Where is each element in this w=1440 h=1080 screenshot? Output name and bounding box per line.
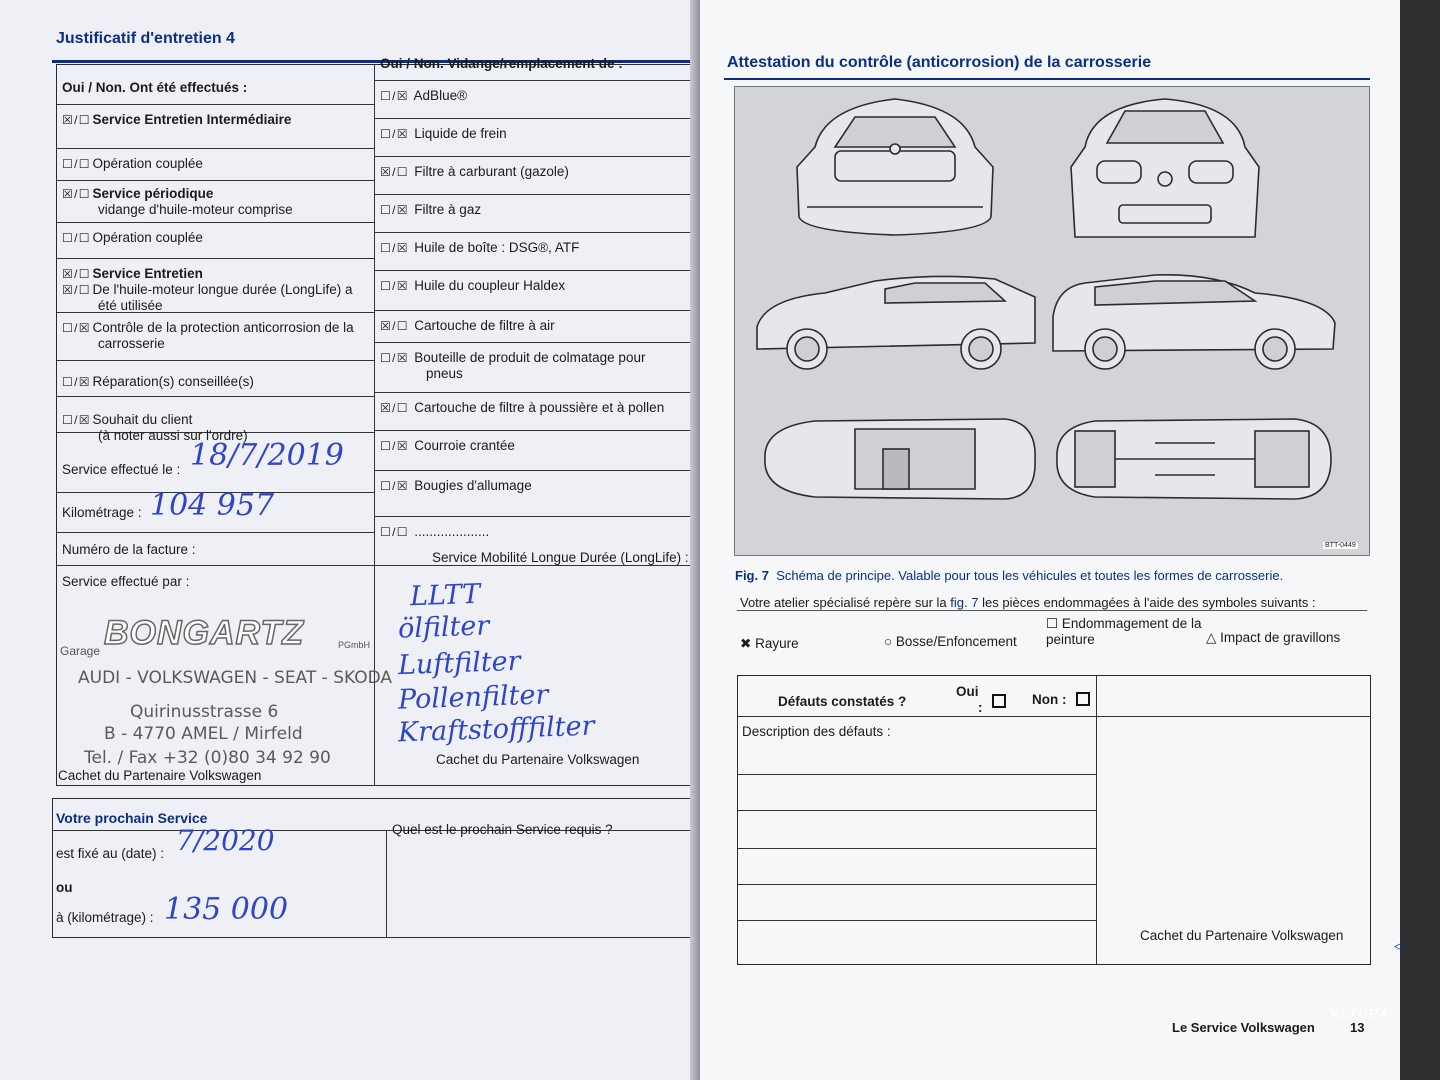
garage-logo	[60, 610, 370, 670]
logo-prefix: Garage	[60, 644, 101, 658]
km-label: Kilométrage :	[62, 505, 142, 520]
item-label: Huile du coupleur Haldex	[414, 278, 566, 293]
item-label: Courroie crantée	[414, 438, 515, 453]
row-rule	[57, 532, 374, 533]
damage-symbol	[740, 636, 799, 652]
row-rule	[57, 360, 374, 361]
car-diagram-svg	[735, 87, 1371, 557]
left-list-item	[62, 320, 372, 352]
yes-no-checkbox[interactable]: ☐ / ☒	[380, 127, 407, 141]
car-rear-view	[797, 99, 993, 235]
row-rule	[375, 310, 702, 311]
left-list-item	[62, 282, 372, 314]
right-list-item	[380, 478, 700, 494]
partner-stamp-label-left: Cachet du Partenaire Volkswagen	[58, 768, 262, 783]
stamp-brands: AUDI - VOLKSWAGEN - SEAT - SKODA	[78, 668, 393, 688]
no-label: Non :	[1032, 692, 1067, 707]
item-label: Bouteille de produit de colmatage pour	[414, 350, 646, 365]
row-rule	[57, 396, 374, 397]
background-surface	[1400, 0, 1440, 1080]
defects-question: Défauts constatés ?	[778, 694, 907, 709]
stamp-phone: Tel. / Fax +32 (0)80 34 92 90	[84, 748, 331, 768]
next-date-value: 7/2020	[176, 824, 275, 857]
handwritten-note: Luftfilter	[397, 645, 522, 682]
row-rule	[57, 222, 374, 223]
car-diagram	[734, 86, 1370, 556]
left-page	[0, 0, 700, 1080]
car-side-sedan	[757, 276, 1035, 369]
item-label: Opération couplée	[92, 230, 203, 245]
car-side-hatch	[1053, 275, 1335, 369]
done-by-label: Service effectué par :	[62, 574, 190, 589]
item-label: Souhait du client	[92, 412, 193, 427]
yes-no-checkbox[interactable]: ☐ / ☒	[380, 89, 407, 103]
handwritten-note: Kraftstofffilter	[397, 710, 595, 749]
column-divider	[1096, 676, 1097, 964]
item-label: Service Entretien	[92, 266, 203, 281]
row-rule	[375, 342, 702, 343]
item-label: Bougies d'allumage	[414, 478, 532, 493]
yes-no-checkbox[interactable]: ☐ / ☒	[380, 439, 407, 453]
row-rule	[375, 118, 702, 119]
row-rule	[738, 774, 1096, 775]
damage-symbol	[884, 634, 1017, 649]
row-rule	[738, 920, 1096, 921]
right-page-title: Attestation du contrôle (anticorrosion) de la carrosserie	[727, 54, 1152, 71]
item-label: Cartouche de filtre à air	[414, 318, 555, 333]
handwritten-note: Pollenfilter	[397, 679, 549, 716]
invoice-label: Numéro de la facture :	[62, 542, 196, 557]
watermark-logo: VETURA	[1330, 1006, 1390, 1021]
row-rule	[738, 716, 1370, 717]
item-label: De l'huile-moteur longue durée (LongLife) a	[92, 282, 353, 297]
yes-colon: :	[978, 700, 983, 715]
service-date-label: Service effectué le :	[62, 462, 181, 477]
symbol-icon: ☐	[1046, 616, 1059, 631]
or-label: ou	[56, 880, 73, 895]
item-label: Filtre à gaz	[414, 202, 482, 217]
item-label: Liquide de frein	[414, 126, 507, 141]
yes-no-checkbox[interactable]: ☐ / ☒	[62, 321, 89, 335]
handwritten-note: LLTT	[409, 578, 481, 613]
next-question: Quel est le prochain Service requis ?	[392, 822, 613, 837]
row-rule	[375, 232, 702, 233]
defects-no	[1032, 692, 1067, 707]
stamp-city: B - 4770 AMEL / Mirfeld	[104, 724, 303, 744]
symbol-label: Impact de gravillons	[1220, 630, 1341, 645]
item-label: AdBlue®	[413, 88, 468, 103]
item-label: Opération couplée	[92, 156, 203, 171]
next-km-label: à (kilométrage) :	[56, 910, 154, 925]
damage-symbol	[1206, 630, 1340, 646]
handwritten-note: ölfilter	[397, 610, 490, 645]
yes-no-checkbox[interactable]: ☐ / ☐	[380, 525, 407, 539]
yes-no-checkbox[interactable]: ☐ / ☐	[62, 157, 89, 171]
yes-no-checkbox[interactable]: ☐ / ☒	[62, 375, 89, 389]
item-label: Filtre à carburant (gazole)	[414, 164, 569, 179]
stamp-street: Quirinusstrasse 6	[130, 702, 279, 722]
yes-no-checkbox[interactable]: ☒ / ☐	[62, 187, 89, 201]
right-list-item	[380, 350, 700, 382]
left-page-title: Justificatif d'entretien 4	[56, 30, 235, 47]
next-service-title: Votre prochain Service	[56, 810, 208, 826]
left-list-item	[62, 266, 372, 282]
row-rule	[738, 884, 1096, 885]
defects-box	[737, 675, 1371, 965]
yes-no-checkbox[interactable]: ☐ / ☒	[380, 241, 407, 255]
item-sublabel: pneus	[426, 366, 463, 381]
next-km-value: 135 000	[164, 892, 289, 927]
car-front-view	[1071, 99, 1259, 237]
left-list-item	[62, 230, 372, 246]
row-rule	[375, 392, 702, 393]
row-rule	[375, 270, 702, 271]
col2-header: Oui / Non. Vidange/remplacement de :	[380, 56, 623, 71]
item-label: Huile de boîte : DSG®, ATF	[414, 240, 580, 255]
row-rule	[57, 258, 374, 259]
partner-stamp-label: Cachet du Partenaire Volkswagen	[1140, 928, 1344, 943]
yes-no-checkbox[interactable]: ☐ / ☒	[380, 203, 407, 217]
item-label: Réparation(s) conseillée(s)	[92, 374, 254, 389]
caption-fig-number: Fig. 7	[735, 568, 769, 583]
yes-no-checkbox[interactable]: ☒ / ☐	[380, 319, 407, 333]
row-rule	[375, 156, 702, 157]
left-list-item	[62, 374, 372, 390]
right-list-item	[380, 240, 700, 256]
yes-no-checkbox[interactable]: ☐ / ☒	[62, 413, 89, 427]
item-label: Cartouche de filtre à poussière et à pollen	[414, 400, 665, 415]
left-list-item	[62, 186, 372, 218]
right-list-item	[380, 524, 700, 540]
figure-caption	[735, 568, 1283, 583]
continue-arrow-icon: ◁	[1394, 938, 1404, 953]
caption-text: Schéma de principe. Valable pour tous les véhicules et toutes les formes de carrosserie.	[776, 568, 1284, 583]
row-rule	[375, 516, 702, 517]
item-sublabel: carrosserie	[98, 336, 165, 351]
item-sublabel: été utilisée	[98, 298, 163, 313]
logo-suffix: PGmbH	[338, 640, 371, 650]
symbols-intro	[740, 595, 1316, 610]
symbol-label: Endommagement de la	[1061, 616, 1202, 631]
item-label: ....................	[414, 524, 490, 539]
row-rule	[375, 430, 702, 431]
yes-label: Oui	[956, 684, 979, 699]
item-label: Contrôle de la protection anticorrosion de la	[92, 320, 354, 335]
item-label: Service Entretien Intermédiaire	[92, 112, 292, 127]
row-rule	[57, 148, 374, 149]
partner-stamp-label-right: Cachet du Partenaire Volkswagen	[436, 752, 640, 767]
row-rule	[375, 194, 702, 195]
right-list-item	[380, 400, 700, 416]
yes-no-checkbox[interactable]: ☐ / ☒	[380, 351, 407, 365]
car-underbody-view	[1057, 419, 1331, 499]
col1-header: Oui / Non. Ont été effectués :	[62, 80, 248, 95]
longlife-label: Service Mobilité Longue Durée (LongLife) :	[432, 550, 689, 565]
right-list-item	[380, 164, 700, 180]
item-sublabel: vidange d'huile-moteur comprise	[98, 202, 293, 217]
footer-title: Le Service Volkswagen	[1172, 1020, 1315, 1035]
no-checkbox[interactable]	[1076, 692, 1090, 706]
figure-code: BTT-0449	[1325, 542, 1356, 549]
right-list-item	[380, 278, 700, 294]
yes-checkbox[interactable]	[992, 694, 1006, 708]
intro-text-post: les pièces endommagées à l'aide des symboles suivants :	[982, 595, 1316, 610]
row-rule	[57, 104, 374, 105]
car-top-view	[765, 419, 1035, 499]
row-rule	[738, 848, 1096, 849]
yes-no-checkbox[interactable]: ☒ / ☐	[62, 267, 89, 281]
intro-text: Votre atelier spécialisé repère sur la	[740, 595, 947, 610]
symbol-icon: ○	[884, 634, 893, 649]
symbol-icon: △	[1206, 630, 1217, 645]
defects-yes	[956, 684, 979, 699]
title-rule	[724, 78, 1370, 80]
left-list-item	[62, 112, 372, 128]
symbol-label: Bosse/Enfoncement	[895, 634, 1017, 649]
yes-no-checkbox[interactable]: ☒ / ☐	[62, 113, 89, 127]
right-list-item	[380, 202, 700, 218]
intro-rule	[737, 610, 1367, 611]
row-rule	[375, 80, 702, 81]
item-label: Service périodique	[92, 186, 214, 201]
item-sublabel: (à noter aussi sur l'ordre)	[98, 428, 248, 443]
defects-description-label: Description des défauts :	[742, 724, 891, 739]
symbol-icon: ✖	[740, 636, 752, 651]
right-list-item	[380, 126, 700, 142]
logo-text: BONGARTZ	[104, 614, 305, 652]
right-list-item	[380, 438, 700, 454]
yes-no-checkbox[interactable]: ☐ / ☒	[380, 279, 407, 293]
symbol-label: Rayure	[755, 636, 799, 651]
page-number: 13	[1350, 1020, 1365, 1035]
yes-no-checkbox[interactable]: ☐ / ☒	[380, 479, 407, 493]
figure-link[interactable]: fig. 7	[950, 595, 979, 610]
right-list-item	[380, 318, 700, 334]
row-rule	[57, 180, 374, 181]
next-date-label: est fixé au (date) :	[56, 846, 165, 861]
symbol-sublabel: peinture	[1046, 632, 1095, 647]
row-rule	[738, 810, 1096, 811]
row-rule	[375, 470, 702, 471]
yes-no-checkbox[interactable]: ☒ / ☐	[62, 283, 89, 297]
km-value: 104 957	[150, 488, 275, 523]
left-list-item	[62, 156, 372, 172]
yes-no-checkbox[interactable]: ☒ / ☐	[380, 165, 407, 179]
service-date-value: 18/7/2019	[190, 438, 344, 473]
right-list-item	[380, 88, 700, 104]
column-divider	[386, 830, 387, 938]
yes-no-checkbox[interactable]: ☐ / ☐	[62, 231, 89, 245]
yes-no-checkbox[interactable]: ☒ / ☐	[380, 401, 407, 415]
damage-symbol	[1046, 616, 1201, 647]
